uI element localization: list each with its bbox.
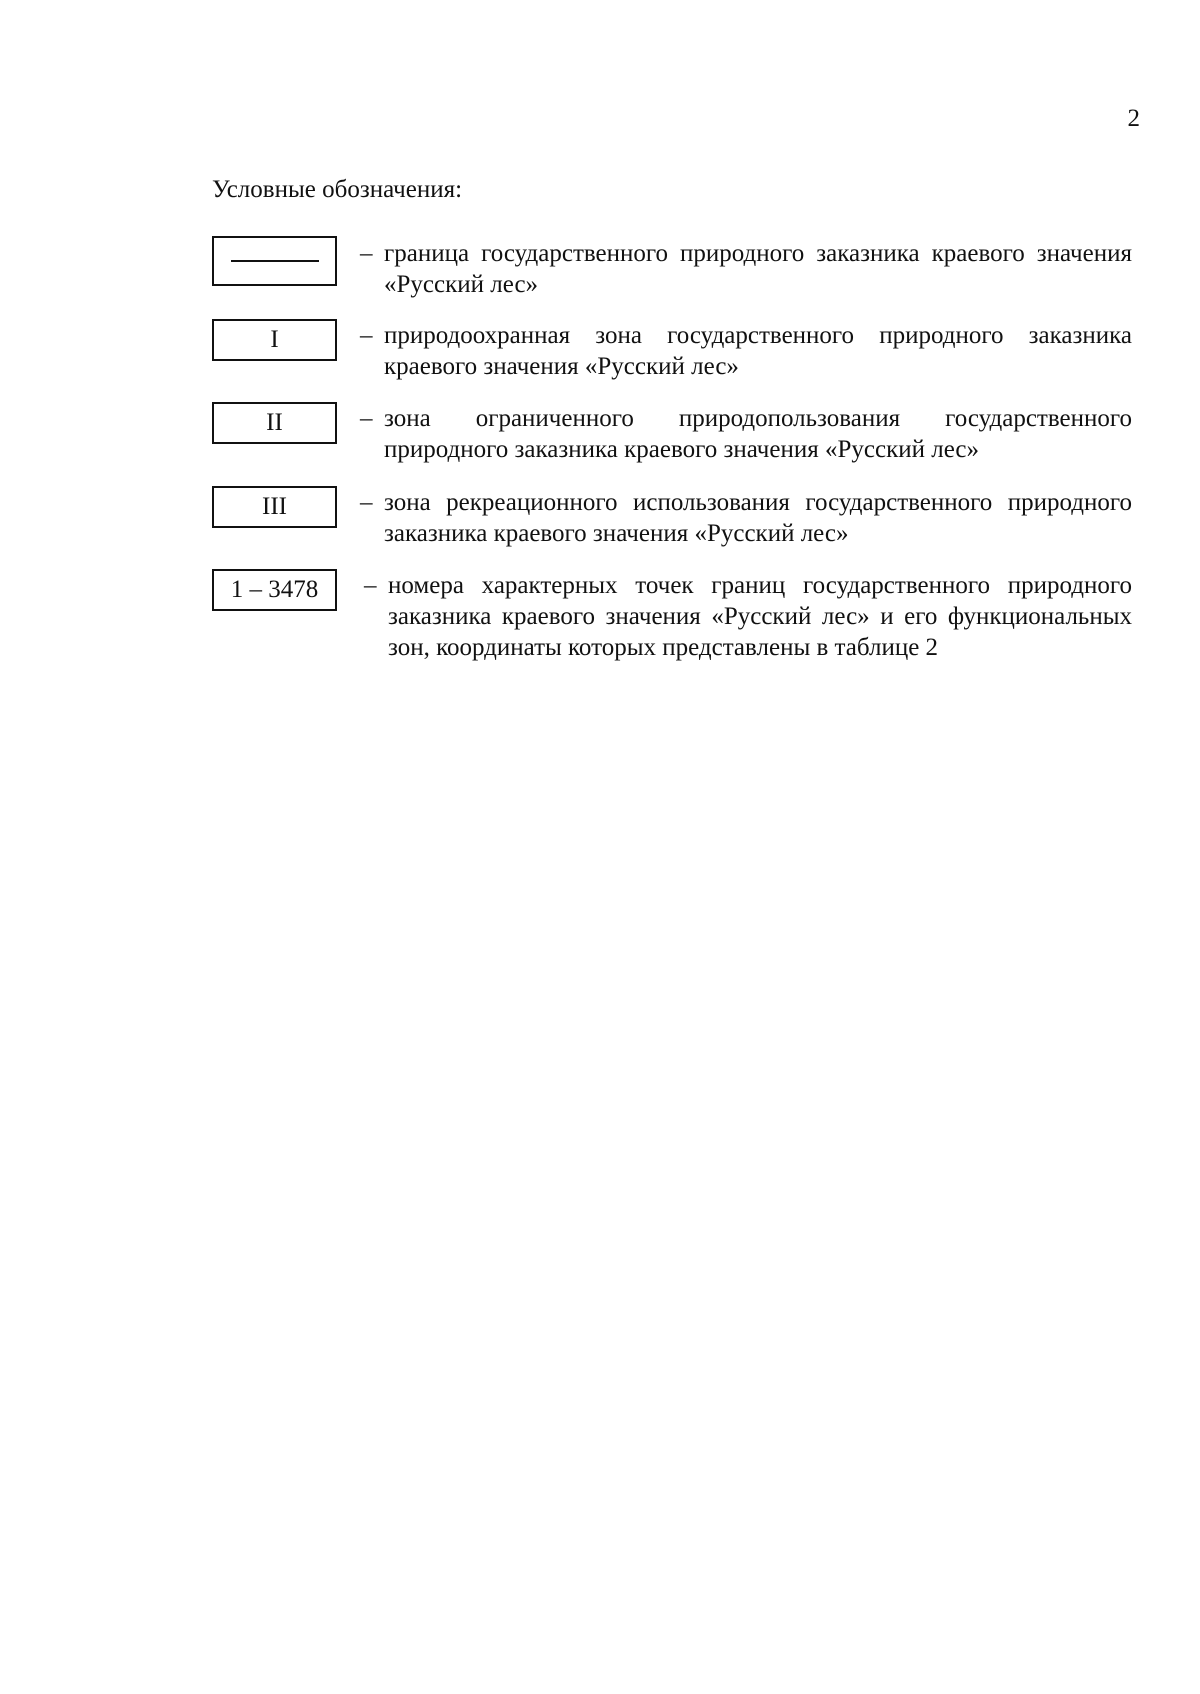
legend-description: граница государственного природного заказника краевого значения «Русский лес» [384, 240, 1132, 298]
legend-dash: – [360, 322, 373, 349]
boundary-line-icon [231, 260, 319, 262]
zone-2-symbol-label: II [266, 409, 283, 436]
legend-dash: – [364, 572, 377, 599]
legend-description: номера характерных точек границ государственного природного заказника краевого значения «Русский лес» и его функциональных зон, координаты которых представлены в таблице 2 [388, 572, 1132, 661]
zone-3-symbol-box [212, 486, 337, 528]
legend-description: зона ограниченного природопользования государственного природного заказника краевого значения «Русский лес» [384, 405, 1132, 463]
zone-2-symbol-box [212, 402, 337, 444]
legend-dash: – [360, 489, 373, 516]
zone-3-symbol-label: III [262, 493, 287, 520]
boundary-symbol-box [212, 236, 337, 286]
zone-1-symbol-box [212, 319, 337, 361]
page-number: 2 [1127, 105, 1140, 132]
legend-description: природоохранная зона государственного природного заказника краевого значения «Русский лес» [384, 322, 1132, 380]
zone-1-symbol-label: I [270, 326, 279, 353]
legend-description: зона рекреационного использования государственного природного заказника краевого значения «Русский лес» [384, 489, 1132, 547]
legend-dash: – [360, 240, 373, 267]
legend-title: Условные обозначения: [212, 176, 463, 203]
point-numbers-symbol-label: 1 – 3478 [230, 576, 319, 603]
point-numbers-symbol-box [212, 569, 337, 611]
legend-dash: – [360, 405, 373, 432]
